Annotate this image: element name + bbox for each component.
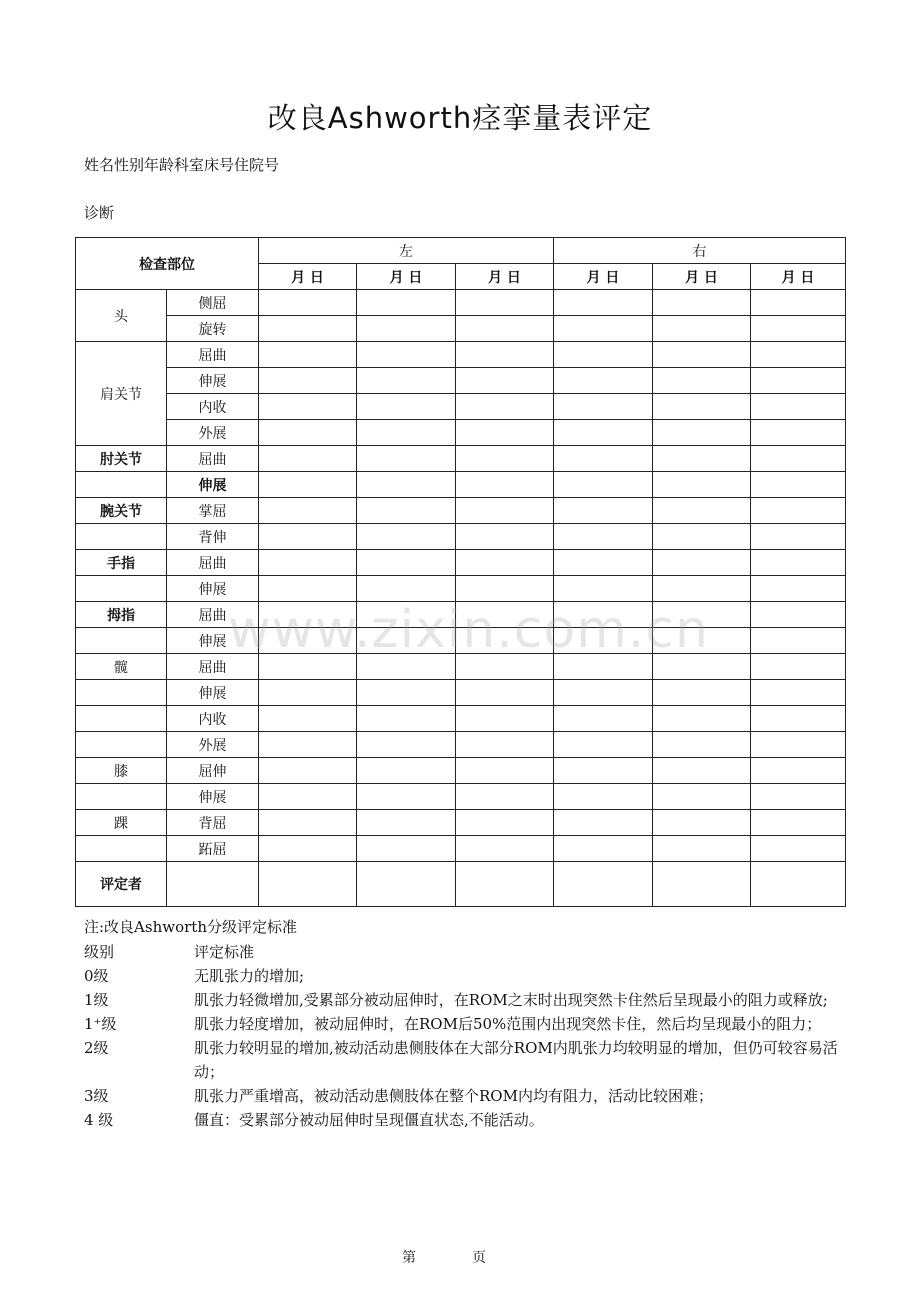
move-cell: 背屈 — [167, 810, 259, 836]
score-cell[interactable] — [259, 472, 357, 498]
note-level: 2级 — [84, 1039, 109, 1057]
score-cell[interactable] — [554, 706, 653, 732]
table-row — [76, 472, 846, 498]
part-cell — [76, 836, 167, 862]
score-cell[interactable] — [259, 316, 357, 342]
diagnosis-label: 诊断 — [84, 204, 115, 222]
note-level: 0级 — [84, 967, 109, 985]
part-cell — [76, 784, 167, 810]
part-cell — [76, 628, 167, 654]
score-cell[interactable] — [751, 680, 846, 706]
part-cell: 膝 — [76, 758, 167, 784]
score-cell[interactable] — [751, 706, 846, 732]
evaluator-cell[interactable] — [259, 862, 357, 907]
evaluator-cell[interactable] — [456, 862, 554, 907]
move-cell: 伸展 — [167, 472, 259, 498]
note-item — [84, 1108, 854, 1132]
score-cell[interactable] — [456, 472, 554, 498]
score-cell[interactable] — [751, 498, 846, 524]
score-cell[interactable] — [653, 524, 751, 550]
score-cell[interactable] — [554, 836, 653, 862]
footer-left: 第 — [402, 1250, 416, 1266]
score-cell[interactable] — [456, 394, 554, 420]
score-cell[interactable] — [653, 706, 751, 732]
score-cell[interactable] — [259, 368, 357, 394]
score-cell[interactable] — [259, 810, 357, 836]
move-cell: 屈曲 — [167, 446, 259, 472]
score-cell[interactable] — [357, 706, 456, 732]
notes-header — [84, 940, 854, 964]
part-cell — [76, 732, 167, 758]
score-cell[interactable] — [554, 394, 653, 420]
score-cell[interactable] — [751, 602, 846, 628]
move-cell: 背伸 — [167, 524, 259, 550]
score-cell[interactable] — [456, 316, 554, 342]
table-row — [76, 784, 846, 810]
score-cell[interactable] — [456, 810, 554, 836]
score-cell[interactable] — [554, 316, 653, 342]
score-cell[interactable] — [653, 550, 751, 576]
table-row — [76, 550, 846, 576]
score-cell[interactable] — [456, 342, 554, 368]
score-cell[interactable] — [653, 680, 751, 706]
footer-right: 页 — [472, 1250, 486, 1266]
notes-header-level: 级别 — [84, 943, 115, 961]
evaluator-label: 评定者 — [76, 862, 167, 907]
score-cell[interactable] — [357, 290, 456, 316]
score-cell[interactable] — [751, 732, 846, 758]
score-cell[interactable] — [456, 706, 554, 732]
score-cell[interactable] — [357, 342, 456, 368]
move-cell: 伸展 — [167, 680, 259, 706]
move-cell: 内收 — [167, 706, 259, 732]
score-cell[interactable] — [456, 420, 554, 446]
score-cell[interactable] — [456, 550, 554, 576]
evaluator-cell[interactable] — [751, 862, 846, 907]
score-cell[interactable] — [751, 810, 846, 836]
table-row — [76, 498, 846, 524]
score-cell[interactable] — [751, 446, 846, 472]
score-cell[interactable] — [357, 836, 456, 862]
score-cell[interactable] — [751, 368, 846, 394]
header-part: 检查部位 — [76, 238, 259, 290]
move-cell: 伸展 — [167, 784, 259, 810]
score-cell[interactable] — [751, 784, 846, 810]
score-cell[interactable] — [751, 550, 846, 576]
score-cell[interactable] — [259, 758, 357, 784]
score-cell[interactable] — [554, 342, 653, 368]
score-cell[interactable] — [259, 550, 357, 576]
score-cell[interactable] — [357, 394, 456, 420]
score-cell[interactable] — [653, 836, 751, 862]
evaluator-cell[interactable] — [653, 862, 751, 907]
date-cell: 月 日 — [653, 264, 751, 290]
score-cell[interactable] — [653, 472, 751, 498]
score-cell[interactable] — [751, 836, 846, 862]
score-cell[interactable] — [554, 810, 653, 836]
note-desc: 僵直：受累部分被动屈伸时呈现僵直状态,不能活动。 — [194, 1111, 544, 1129]
move-cell: 屈曲 — [167, 654, 259, 680]
score-cell[interactable] — [259, 524, 357, 550]
note-item — [84, 1036, 854, 1084]
note-desc: 肌张力较明显的增加,被动活动患侧肢体在大部分ROM内肌张力均较明显的增加，但仍可较容易活动； — [194, 1039, 838, 1081]
score-cell[interactable] — [357, 732, 456, 758]
part-cell: 踝 — [76, 810, 167, 836]
score-cell[interactable] — [456, 680, 554, 706]
score-cell[interactable] — [554, 758, 653, 784]
score-cell[interactable] — [259, 498, 357, 524]
table-row — [76, 290, 846, 316]
score-cell[interactable] — [554, 446, 653, 472]
score-cell[interactable] — [751, 758, 846, 784]
score-cell[interactable] — [357, 472, 456, 498]
evaluator-cell[interactable] — [357, 862, 456, 907]
part-cell: 腕关节 — [76, 498, 167, 524]
score-cell[interactable] — [357, 420, 456, 446]
part-cell: 肘关节 — [76, 446, 167, 472]
score-cell[interactable] — [259, 680, 357, 706]
evaluator-row — [76, 862, 846, 907]
score-cell[interactable] — [456, 576, 554, 602]
score-cell[interactable] — [751, 524, 846, 550]
score-cell[interactable] — [751, 342, 846, 368]
score-cell[interactable] — [653, 758, 751, 784]
score-cell[interactable] — [456, 290, 554, 316]
score-cell[interactable] — [653, 732, 751, 758]
score-cell[interactable] — [259, 732, 357, 758]
move-cell: 伸展 — [167, 628, 259, 654]
table-row — [76, 368, 846, 394]
score-cell[interactable] — [456, 732, 554, 758]
part-cell: 拇指 — [76, 602, 167, 628]
table-row — [76, 836, 846, 862]
move-cell: 屈伸 — [167, 758, 259, 784]
move-cell: 外展 — [167, 732, 259, 758]
score-cell[interactable] — [554, 524, 653, 550]
score-cell[interactable] — [554, 576, 653, 602]
note-desc: 无肌张力的增加; — [194, 967, 305, 985]
score-cell[interactable] — [751, 628, 846, 654]
note-item — [84, 964, 854, 988]
part-cell — [76, 524, 167, 550]
score-cell[interactable] — [653, 576, 751, 602]
score-cell[interactable] — [456, 368, 554, 394]
score-cell[interactable] — [456, 836, 554, 862]
score-cell[interactable] — [751, 290, 846, 316]
score-cell[interactable] — [653, 290, 751, 316]
table-row — [76, 680, 846, 706]
note-item — [84, 988, 854, 1012]
grading-notes — [84, 916, 854, 1132]
score-cell[interactable] — [554, 472, 653, 498]
score-cell[interactable] — [653, 394, 751, 420]
score-cell[interactable] — [751, 394, 846, 420]
score-cell[interactable] — [357, 576, 456, 602]
note-level: 4 级 — [84, 1111, 114, 1129]
score-cell[interactable] — [357, 680, 456, 706]
table-row — [76, 394, 846, 420]
note-desc: 肌张力严重增高，被动活动患侧肢体在整个ROM内均有阻力，活动比较困难； — [194, 1087, 713, 1105]
part-cell — [76, 472, 167, 498]
date-cell: 月 日 — [259, 264, 357, 290]
page-title: 改良Ashworth痉挛量表评定 — [267, 101, 653, 135]
move-cell: 掌屈 — [167, 498, 259, 524]
score-cell[interactable] — [653, 498, 751, 524]
evaluator-cell[interactable] — [167, 862, 259, 907]
part-cell — [76, 706, 167, 732]
score-cell[interactable] — [259, 420, 357, 446]
score-cell[interactable] — [259, 576, 357, 602]
score-cell[interactable] — [456, 784, 554, 810]
score-cell[interactable] — [653, 446, 751, 472]
note-desc: 肌张力轻度增加，被动屈伸时，在ROM后50%范围内出现突然卡住，然后均呈现最小的阻力； — [194, 1015, 822, 1033]
score-cell[interactable] — [653, 368, 751, 394]
score-cell[interactable] — [357, 758, 456, 784]
header-left: 左 — [259, 238, 554, 264]
score-cell[interactable] — [259, 784, 357, 810]
table-row — [76, 316, 846, 342]
move-cell: 侧屈 — [167, 290, 259, 316]
part-cell: 髋 — [76, 654, 167, 680]
score-cell[interactable] — [554, 550, 653, 576]
score-cell[interactable] — [751, 316, 846, 342]
score-cell[interactable] — [259, 836, 357, 862]
score-cell[interactable] — [653, 784, 751, 810]
table-row — [76, 810, 846, 836]
score-cell[interactable] — [357, 784, 456, 810]
score-cell[interactable] — [554, 784, 653, 810]
move-cell: 伸展 — [167, 368, 259, 394]
score-cell[interactable] — [357, 446, 456, 472]
score-cell[interactable] — [357, 810, 456, 836]
date-cell: 月 日 — [357, 264, 456, 290]
table-row — [76, 758, 846, 784]
score-cell[interactable] — [357, 316, 456, 342]
score-cell[interactable] — [259, 446, 357, 472]
note-desc: 肌张力轻微增加,受累部分被动屈伸时，在ROM之末时出现突然卡住然后呈现最小的阻力或释放; — [194, 991, 828, 1009]
score-cell[interactable] — [259, 342, 357, 368]
part-cell: 手指 — [76, 550, 167, 576]
table-row — [76, 706, 846, 732]
score-cell[interactable] — [554, 368, 653, 394]
score-cell[interactable] — [259, 706, 357, 732]
assessment-table — [75, 237, 846, 907]
score-cell[interactable] — [751, 576, 846, 602]
note-level: 1⁺级 — [84, 1015, 117, 1033]
score-cell[interactable] — [751, 654, 846, 680]
table-row — [76, 420, 846, 446]
score-cell[interactable] — [554, 732, 653, 758]
score-cell[interactable] — [357, 550, 456, 576]
evaluator-cell[interactable] — [554, 862, 653, 907]
note-level: 1级 — [84, 991, 109, 1009]
score-cell[interactable] — [357, 498, 456, 524]
score-cell[interactable] — [653, 420, 751, 446]
note-item — [84, 1084, 854, 1108]
move-cell: 伸展 — [167, 576, 259, 602]
move-cell: 屈曲 — [167, 550, 259, 576]
table-row — [76, 576, 846, 602]
table-row — [76, 342, 846, 368]
score-cell[interactable] — [456, 524, 554, 550]
score-cell[interactable] — [554, 498, 653, 524]
score-cell[interactable] — [653, 316, 751, 342]
patient-info-line: 姓名性别年龄科室床号住院号 — [84, 156, 280, 174]
note-level: 3级 — [84, 1087, 109, 1105]
watermark: www.zixin.com.cn — [228, 600, 709, 660]
move-cell: 跖屈 — [167, 836, 259, 862]
score-cell[interactable] — [554, 680, 653, 706]
score-cell[interactable] — [653, 810, 751, 836]
date-cell: 月 日 — [554, 264, 653, 290]
part-cell: 头 — [76, 290, 167, 342]
score-cell[interactable] — [554, 420, 653, 446]
table-row — [76, 732, 846, 758]
score-cell[interactable] — [259, 394, 357, 420]
part-cell: 肩关节 — [76, 342, 167, 446]
score-cell[interactable] — [751, 420, 846, 446]
part-cell — [76, 576, 167, 602]
table-row — [76, 446, 846, 472]
notes-header-desc: 评定标准 — [194, 943, 255, 961]
move-cell: 旋转 — [167, 316, 259, 342]
score-cell[interactable] — [259, 290, 357, 316]
move-cell: 屈曲 — [167, 342, 259, 368]
score-cell[interactable] — [751, 472, 846, 498]
score-cell[interactable] — [357, 524, 456, 550]
score-cell[interactable] — [357, 368, 456, 394]
move-cell: 外展 — [167, 420, 259, 446]
date-cell: 月 日 — [751, 264, 846, 290]
score-cell[interactable] — [456, 498, 554, 524]
header-right: 右 — [554, 238, 846, 264]
note-item — [84, 1012, 854, 1036]
move-cell: 内收 — [167, 394, 259, 420]
part-cell — [76, 680, 167, 706]
notes-title: 注:改良Ashworth分级评定标准 — [84, 918, 297, 936]
score-cell[interactable] — [554, 290, 653, 316]
score-cell[interactable] — [456, 446, 554, 472]
move-cell: 屈曲 — [167, 602, 259, 628]
date-cell: 月 日 — [456, 264, 554, 290]
table-row — [76, 524, 846, 550]
score-cell[interactable] — [653, 342, 751, 368]
score-cell[interactable] — [456, 758, 554, 784]
